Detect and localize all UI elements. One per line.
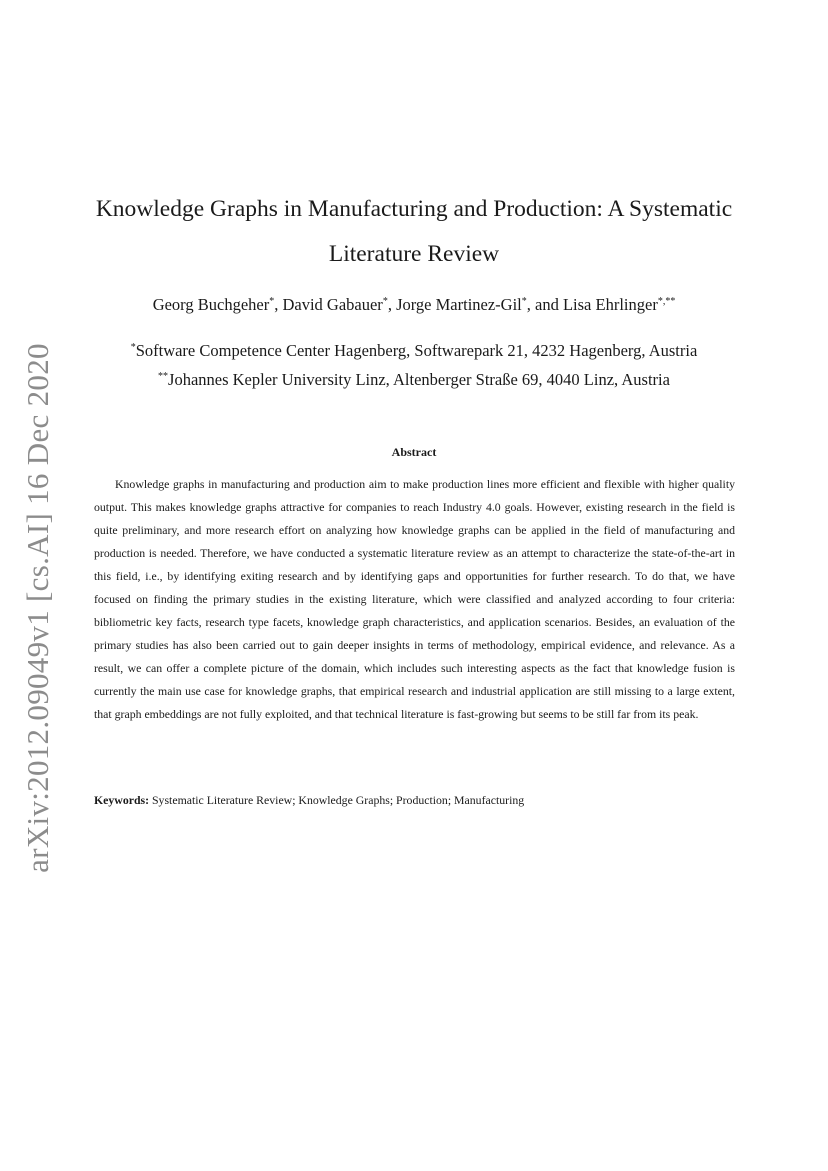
author-affiliation-mark: * [382,296,388,307]
author-name: Lisa Ehrlinger [562,295,658,314]
arxiv-identifier-stamp: arXiv:2012.09049v1 [cs.AI] 16 Dec 2020 [20,343,55,873]
author-separator: , [387,295,397,314]
author-separator: , and [526,295,563,314]
author-affiliation-mark: *,** [657,296,676,307]
affiliation-mark: * [130,342,136,353]
keywords-label: Keywords: [94,793,150,807]
keywords-line [94,793,735,808]
author-separator: , [274,295,283,314]
affiliation-2 [0,370,828,390]
abstract-heading: Abstract [391,445,437,459]
author-name: David Gabauer [282,295,383,314]
author-affiliation-mark: * [269,296,275,307]
affiliation-1 [0,341,828,361]
affiliation-mark: ** [158,371,169,382]
abstract-body: Knowledge graphs in manufacturing and production aim to make production lines more efficient and flexible with higher quality output. This makes knowledge graphs attractive for companies to reach Industry 4.0 goals. However, existing research in the field is quite preliminary, and more research effort on analyzing how knowledge graphs can be applied in the field of manufacturing and production is needed. Therefore, we have conducted a systematic literature review as an attempt to characterize the state-of-the-art in this field, i.e., by identifying exiting research and by identifying gaps and opportunities for further research. To do that, we have focused on finding the primary studies in the existing literature, which were classified and analyzed according to four criteria: bibliometric key facts, research type facets, knowledge graph characteristics, and application scenarios. Besides, an evaluation of the primary studies has also been carried out to gain deeper insights in terms of methodology, empirical evidence, and relevance. As a result, we can offer a complete picture of the domain, which includes such interesting aspects as the fact that knowledge fusion is currently the main use case for knowledge graphs, that empirical research and industrial application are still missing to a large extent, that graph embeddings are not fully exploited, and that technical literature is fast-growing but seems to be still far from its peak. [94,477,735,721]
author-name: Jorge Martinez-Gil [396,295,522,314]
paper-title-line-1: Knowledge Graphs in Manufacturing and Production: A Systematic [95,196,733,222]
author-list [0,295,828,315]
affiliation-text: Software Competence Center Hagenberg, Softwarepark 21, 4232 Hagenberg, Austria [135,341,698,360]
author-name: Georg Buchgeher [152,295,270,314]
affiliation-text: Johannes Kepler University Linz, Altenberger Straße 69, 4040 Linz, Austria [168,370,670,389]
paper-title-line-2: Literature Review [328,241,500,267]
keywords-text: Systematic Literature Review; Knowledge Graphs; Production; Manufacturing [152,793,525,807]
author-affiliation-mark: * [521,296,527,307]
